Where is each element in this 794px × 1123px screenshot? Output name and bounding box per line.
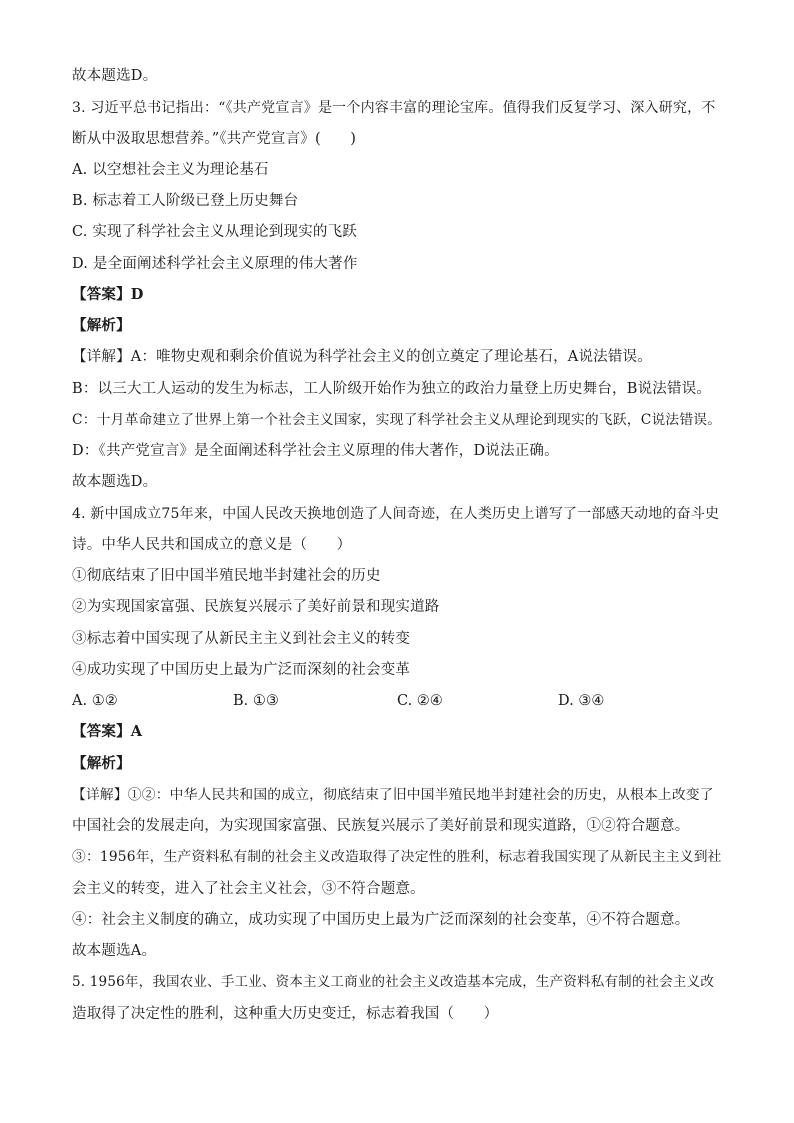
question-4-options bbox=[72, 691, 724, 711]
question-4-detail-3-cont: 会主义的转变，进入了社会主义社会，③不符合题意。 bbox=[72, 881, 425, 897]
question-3-conclusion: 故本题选D。 bbox=[72, 474, 158, 490]
question-3-analysis-label: 【解析】 bbox=[72, 317, 131, 334]
question-5-stem-cont: 造取得了决定性的胜利，这种重大历史变迁，标志着我国（ ） bbox=[72, 1006, 499, 1022]
question-4-item-3: ③标志着中国实现了从新民主主义到社会主义的转变 bbox=[72, 631, 411, 647]
question-4-item-4: ④成功实现了中国历史上最为广泛而深刻的社会变革 bbox=[72, 662, 411, 678]
question-4-option-d: D. ③④ bbox=[558, 693, 605, 709]
question-4-item-2: ②为实现国家富强、民族复兴展示了美好前景和现实道路 bbox=[72, 599, 440, 615]
question-4-stem-cont: 诗。中华人民共和国成立的意义是（ ） bbox=[72, 537, 352, 553]
question-4-analysis-label: 【解析】 bbox=[72, 755, 131, 772]
question-4-stem: 4. 新中国成立75年来，中国人民改天换地创造了人间奇迹，在人类历史上谱写了一部感天动地的奋斗史 bbox=[72, 506, 720, 522]
question-3-detail-c: C：十月革命建立了世界上第一个社会主义国家，实现了科学社会主义从理论到现实的飞跃，C说法错误。 bbox=[72, 412, 722, 428]
question-4-conclusion: 故本题选A。 bbox=[72, 943, 157, 959]
question-4-answer: 【答案】A bbox=[72, 723, 143, 740]
conclusion-line: 故本题选D。 bbox=[72, 68, 158, 84]
question-3-detail-b: B：以三大工人运动的发生为标志，工人阶级开始作为独立的政治力量登上历史舞台，B说法错误。 bbox=[72, 381, 712, 397]
question-4-detail-12-cont: 中国社会的发展走向，为实现国家富强、民族复兴展示了美好前景和现实道路，①②符合题意。 bbox=[72, 818, 690, 834]
question-3-stem: 3. 习近平总书记指出：“《共产党宣言》是一个内容丰富的理论宝库。值得我们反复学习、深入研究，不 bbox=[72, 100, 716, 116]
question-4-item-1: ①彻底结束了旧中国半殖民地半封建社会的历史 bbox=[72, 568, 381, 584]
question-3-stem-cont: 断从中汲取思想营养。”《共产党宣言》( ) bbox=[72, 131, 357, 147]
question-4-detail-12: 【详解】①②：中华人民共和国的成立，彻底结束了旧中国半殖民地半封建社会的历史，从根本上改变了 bbox=[72, 787, 714, 803]
question-3-option-c: C. 实现了科学社会主义从理论到现实的飞跃 bbox=[72, 224, 357, 240]
question-3-detail-a: 【详解】A：唯物史观和剩余价值说为科学社会主义的创立奠定了理论基石，A说法错误。 bbox=[72, 349, 652, 365]
question-4-option-b: B. ①③ bbox=[233, 693, 279, 709]
question-4-option-c: C. ②④ bbox=[397, 693, 443, 709]
question-4-detail-4: ④：社会主义制度的确立，成功实现了中国历史上最为广泛而深刻的社会变革，④不符合题意。 bbox=[72, 912, 690, 928]
question-4-option-a: A. ①② bbox=[72, 693, 118, 709]
question-3-option-d: D. 是全面阐述科学社会主义原理的伟大著作 bbox=[72, 256, 358, 272]
question-5-stem: 5. 1956年，我国农业、手工业、资本主义工商业的社会主义改造基本完成，生产资料私有制的社会主义改 bbox=[72, 974, 715, 990]
question-4-detail-3: ③：1956年，生产资料私有制的社会主义改造取得了决定性的胜利，标志着我国实现了从新民主主义到社 bbox=[72, 849, 722, 865]
question-3-option-b: B. 标志着工人阶级已登上历史舞台 bbox=[72, 193, 299, 209]
question-3-detail-d: D：《共产党宣言》是全面阐述科学社会主义原理的伟大著作，D说法正确。 bbox=[72, 443, 559, 459]
question-3-answer: 【答案】D bbox=[72, 286, 144, 303]
question-3-option-a: A. 以空想社会主义为理论基石 bbox=[72, 162, 269, 178]
